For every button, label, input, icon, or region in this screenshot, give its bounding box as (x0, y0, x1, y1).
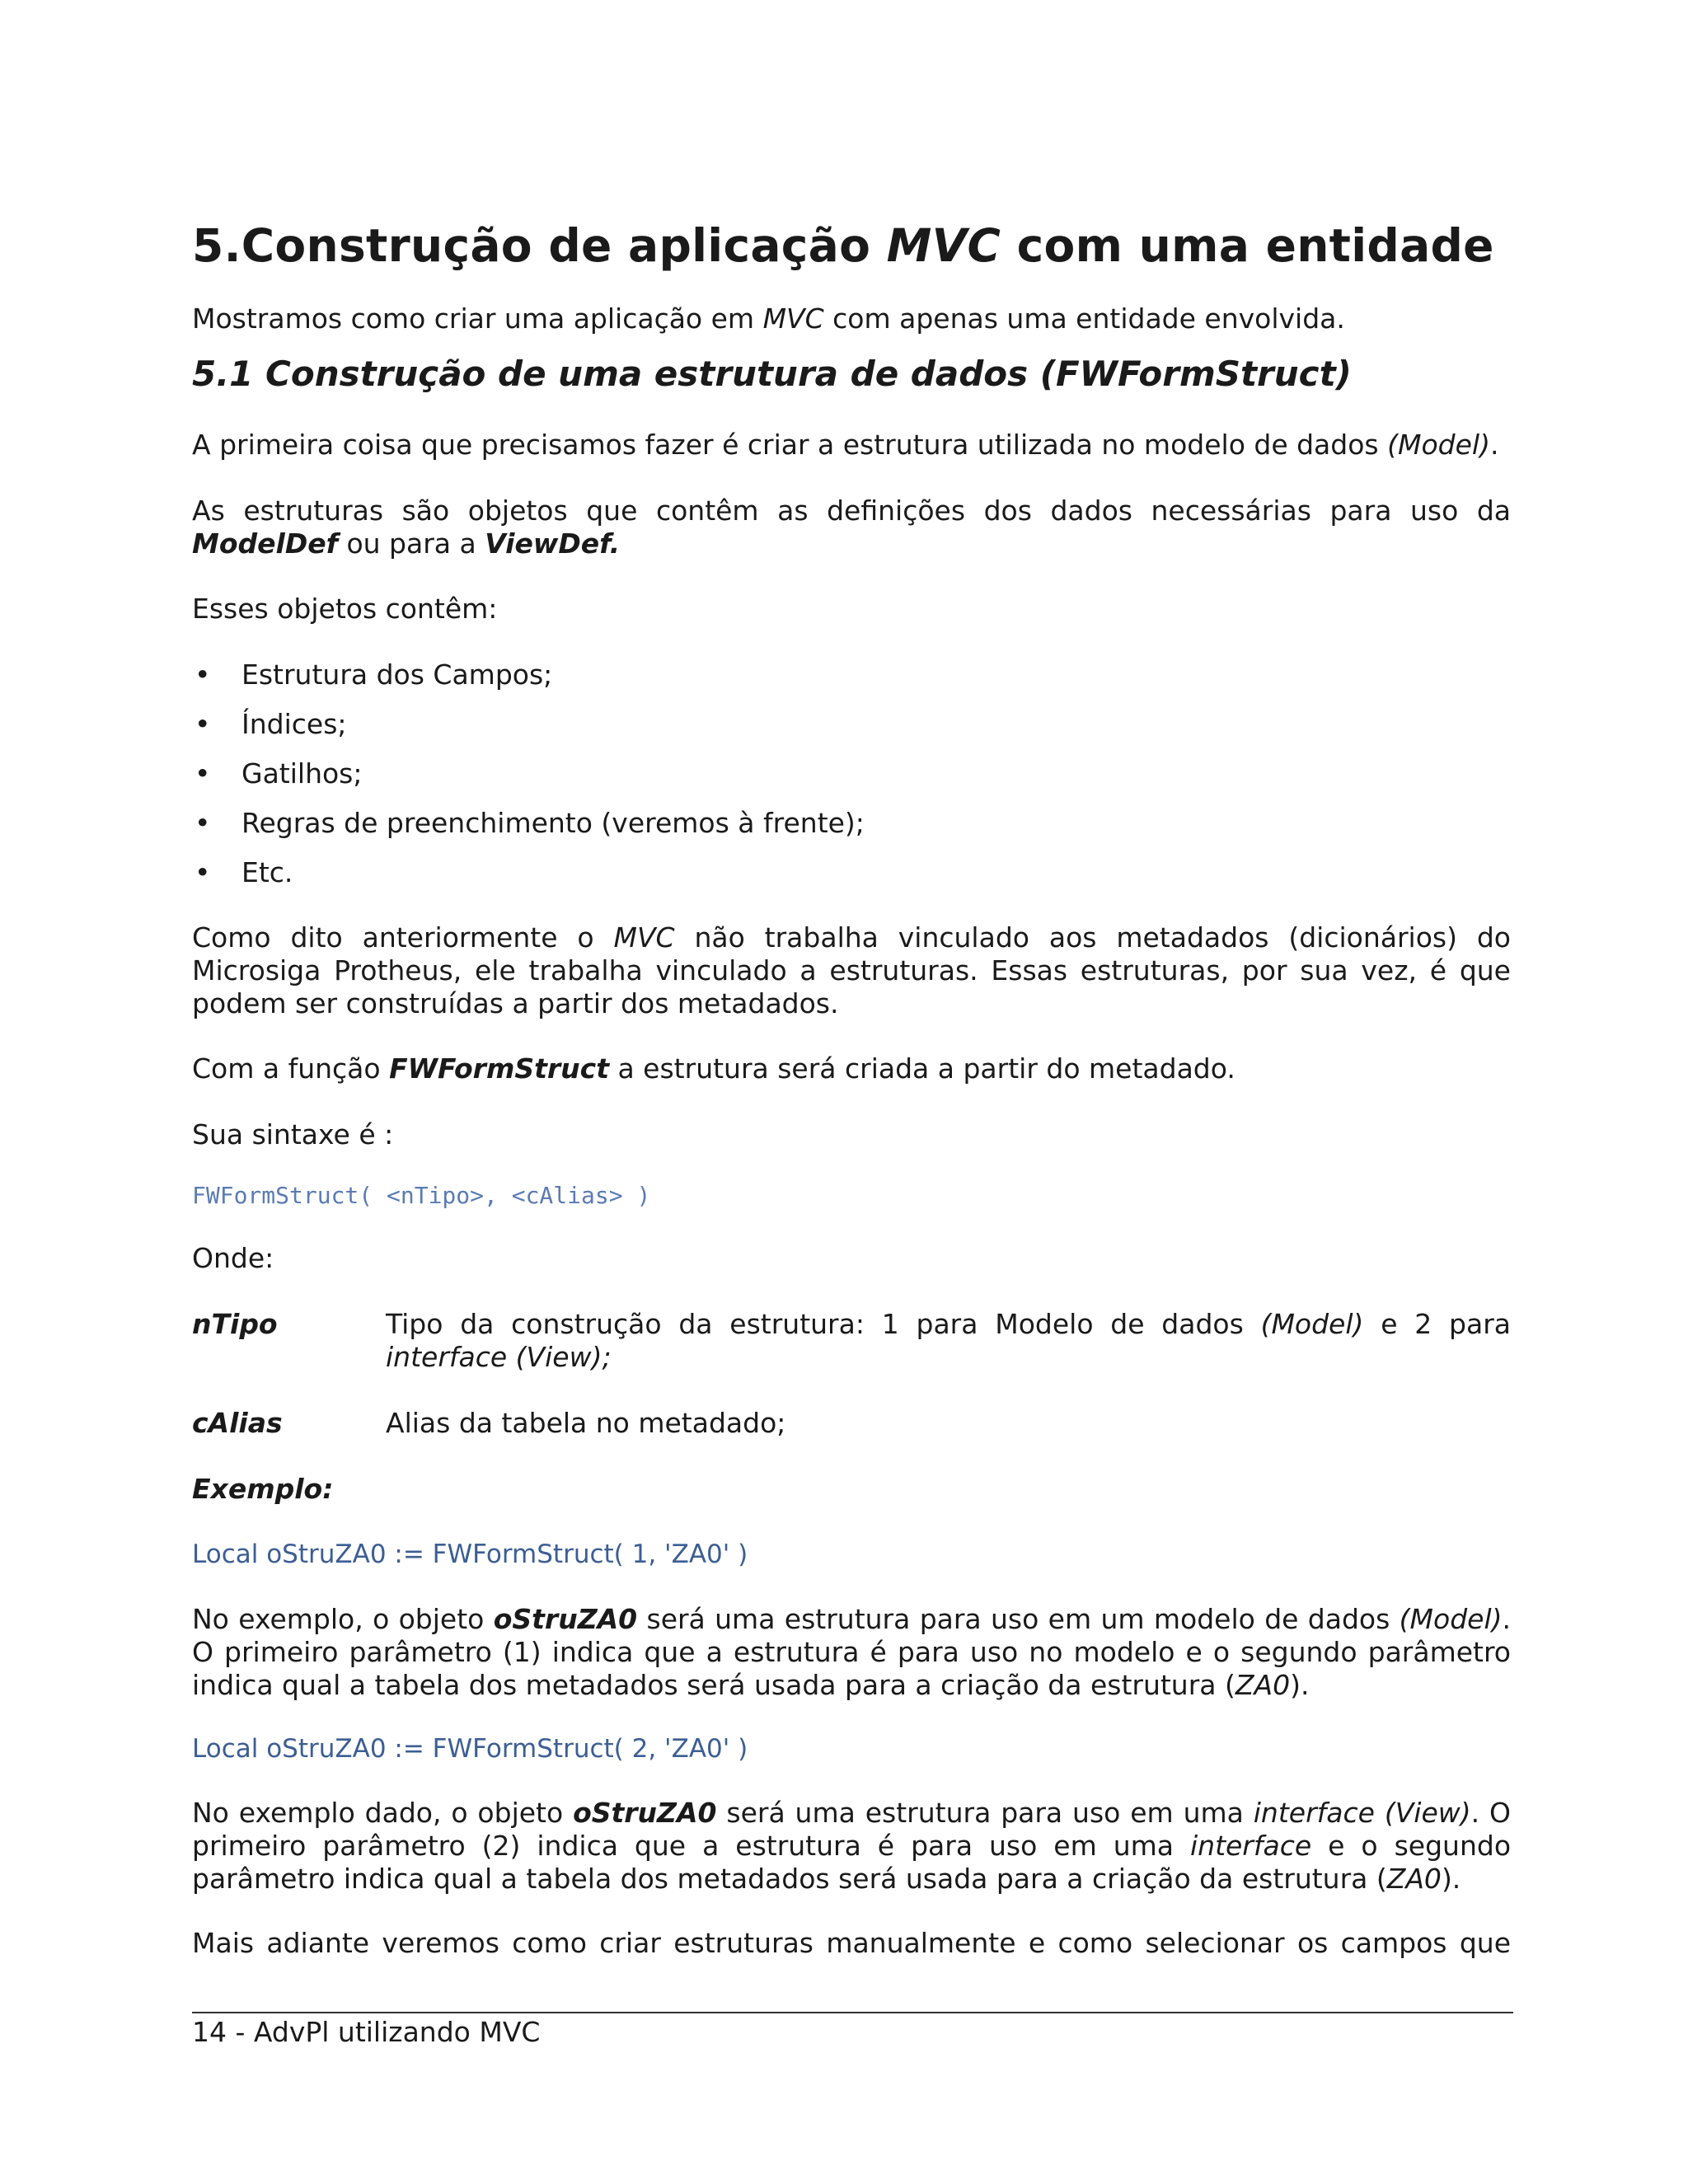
example-label: Exemplo: (192, 1473, 334, 1505)
paragraph-6: Sua sintaxe é : (192, 1118, 394, 1151)
code-example-1: Local oStruZA0 := FWFormStruct( 1, 'ZA0' ) (192, 1540, 748, 1569)
bullet-icon: • (195, 807, 211, 839)
paragraph-8: No exemplo dado, o objeto oStruZA0 será uma estrutura para uso em uma interface (View). O primeiro parâmetro (2) indica que a estrutura é para uso em uma interface e o segundo parâmetro indica qual a tabela dos metadados será usada para a criação da estrutura (ZA0). (192, 1797, 1512, 1895)
code-example-2: Local oStruZA0 := FWFormStruct( 2, 'ZA0' ) (192, 1734, 748, 1764)
section-title: 5.1 Construção de uma estrutura de dados (FWFormStruct) (192, 354, 1352, 394)
onde-label: Onde: (192, 1242, 274, 1274)
bullet-icon: • (195, 757, 211, 790)
section-heading (192, 353, 1511, 396)
syntax-code: FWFormStruct( <nTipo>, <cAlias> ) (192, 1182, 651, 1209)
paragraph-7: No exemplo, o objeto oStruZA0 será uma estrutura para uso em um modelo de dados (Model). O primeiro parâmetro (1) indica que a estrutura é para uso no modelo e o segundo parâmetro indica qual a tabela dos metadados será usada para a criação da estrutura (ZA0). (192, 1603, 1511, 1701)
paragraph-2: As estruturas são objetos que contêm as definições dos dados necessárias para uso da ModelDef ou para a ViewDef. (192, 494, 1511, 560)
paragraph-1: A primeira coisa que precisamos fazer é criar a estrutura utilizada no modelo de dados (Model). (192, 429, 1499, 461)
definition-description: Alias da tabela no metadado; (386, 1407, 786, 1439)
paragraph-9: Mais adiante veremos como criar estruturas manualmente e como selecionar os campos que (192, 1927, 1511, 1959)
chapter-heading (192, 219, 1511, 272)
paragraph-5: Com a função FWFormStruct a estrutura será criada a partir do metadado. (192, 1052, 1236, 1085)
page-footer: 14 - AdvPl utilizando MVC (192, 2016, 541, 2048)
bullet-icon: • (195, 658, 211, 691)
bullet-icon: • (195, 708, 211, 740)
document-page: 5.Construção de aplicação MVC com uma entidade Mostramos como criar uma aplicação em MVC com apenas uma entidade envolvida. 5.1 Construção de uma estrutura de dados (FWFormStruct) A primeira coisa que precisamos fazer é criar a estrutura utilizada no modelo de dados (Model). As estruturas são objetos que contêm as definições dos dados necessárias para uso da ModelDef ou para a ViewDef. Esses objetos contêm: • Estrutura dos Campos; • Índices; • Gatilhos; • Regras de preenchimento (veremos à frente); • Etc. Como dito anteriormente o MVC não trabalha vinculado aos metadados (dicionários) do Microsiga Protheus, ele trabalha vinculado a estruturas. Essas estruturas, por sua vez, é que podem ser construídas a partir dos metadados. Com a função FWFormStruct a estrutura será criada a partir do metadado. Sua sintaxe é : FWFormStruct( <nTipo>, <cAlias> ) Onde: nTipo Tipo da construção da estrutura: 1 para Modelo de dados (Model) e 2 para interface (View); cAlias Alias da tabela no metadado; Exemplo: Local oStruZA0 := FWFormStruct( 1, 'ZA0' ) No exemplo, o objeto oStruZA0 será uma estrutura para uso em um modelo de dados (Model). O primeiro parâmetro (1) indica que a estrutura é para uso no modelo e o segundo parâmetro indica qual a tabela dos metadados será usada para a criação da estrutura (ZA0). Local oStruZA0 := FWFormStruct( 2, 'ZA0' ) No exemplo dado, o objeto oStruZA0 será uma estrutura para uso em uma interface (View). O primeiro parâmetro (2) indica que a estrutura é para uso em uma interface e o segundo parâmetro indica qual a tabela dos metadados será usada para a criação da estrutura (ZA0). Mais adiante veremos como criar estruturas manualmente e como selecionar os campos que 14 - AdvPl utilizando MVC (192, 0, 1511, 2184)
footer-divider (192, 2012, 1513, 2013)
definition-term: nTipo (192, 1308, 278, 1340)
intro-paragraph: Mostramos como criar uma aplicação em MVC com apenas uma entidade envolvida. (192, 302, 1345, 335)
definition-term: cAlias (192, 1407, 283, 1439)
chapter-title: 5.Construção de aplicação MVC com uma entidade (192, 219, 1494, 272)
paragraph-3: Esses objetos contêm: (192, 593, 498, 625)
definition-calias (192, 1407, 1511, 1440)
definition-ntipo (192, 1308, 1511, 1382)
definition-description: Tipo da construção da estrutura: 1 para Modelo de dados (Model) e 2 para interface (View); (386, 1308, 1511, 1373)
paragraph-4: Como dito anteriormente o MVC não trabalha vinculado aos metadados (dicionários) do Microsiga Protheus, ele trabalha vinculado a estruturas. Essas estruturas, por sua vez, é que podem ser construídas a partir dos metadados. (192, 921, 1511, 1019)
bullet-icon: • (195, 856, 211, 888)
